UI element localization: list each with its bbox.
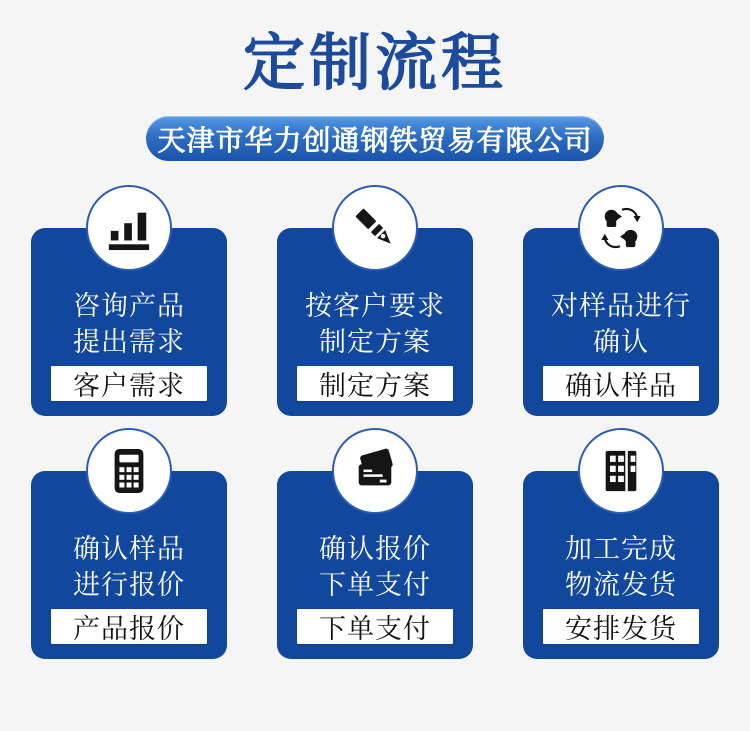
bar-chart-icon bbox=[106, 205, 152, 251]
step-description: 对样品进行 确认 bbox=[551, 291, 691, 357]
step-description: 确认报价 下单支付 bbox=[319, 534, 431, 600]
company-banner bbox=[146, 116, 604, 161]
step-icon-circle bbox=[86, 185, 172, 271]
step-description: 咨询产品 提出需求 bbox=[73, 291, 185, 357]
pen-icon bbox=[352, 205, 398, 251]
exchange-heads-icon bbox=[598, 205, 644, 251]
step-card-sample-confirm bbox=[523, 228, 719, 416]
step-label: 安排发货 bbox=[543, 609, 699, 644]
step-label: 客户需求 bbox=[51, 366, 207, 401]
process-row-2 bbox=[0, 471, 750, 659]
process-row-1 bbox=[0, 228, 750, 416]
step-label: 产品报价 bbox=[51, 609, 207, 644]
step-icon-circle bbox=[578, 428, 664, 514]
step-description: 加工完成 物流发货 bbox=[565, 534, 677, 600]
credit-cards-icon bbox=[352, 448, 398, 494]
step-label: 下单支付 bbox=[297, 609, 453, 644]
step-description: 按客户要求 制定方案 bbox=[305, 291, 445, 357]
step-label: 确认样品 bbox=[543, 366, 699, 401]
step-card-pay bbox=[277, 471, 473, 659]
calculator-icon bbox=[106, 448, 152, 494]
step-card-inquiry bbox=[31, 228, 227, 416]
page-title: 定制流程 bbox=[242, 29, 507, 98]
step-label: 制定方案 bbox=[297, 366, 453, 401]
step-card-quote bbox=[31, 471, 227, 659]
step-card-plan bbox=[277, 228, 473, 416]
step-icon-circle bbox=[332, 428, 418, 514]
step-icon-circle bbox=[86, 428, 172, 514]
company-banner-text: 天津市华力创通钢铁贸易有限公司 bbox=[157, 124, 593, 156]
building-icon bbox=[598, 448, 644, 494]
step-icon-circle bbox=[332, 185, 418, 271]
step-description: 确认样品 进行报价 bbox=[73, 534, 185, 600]
step-card-ship bbox=[523, 471, 719, 659]
step-icon-circle bbox=[578, 185, 664, 271]
